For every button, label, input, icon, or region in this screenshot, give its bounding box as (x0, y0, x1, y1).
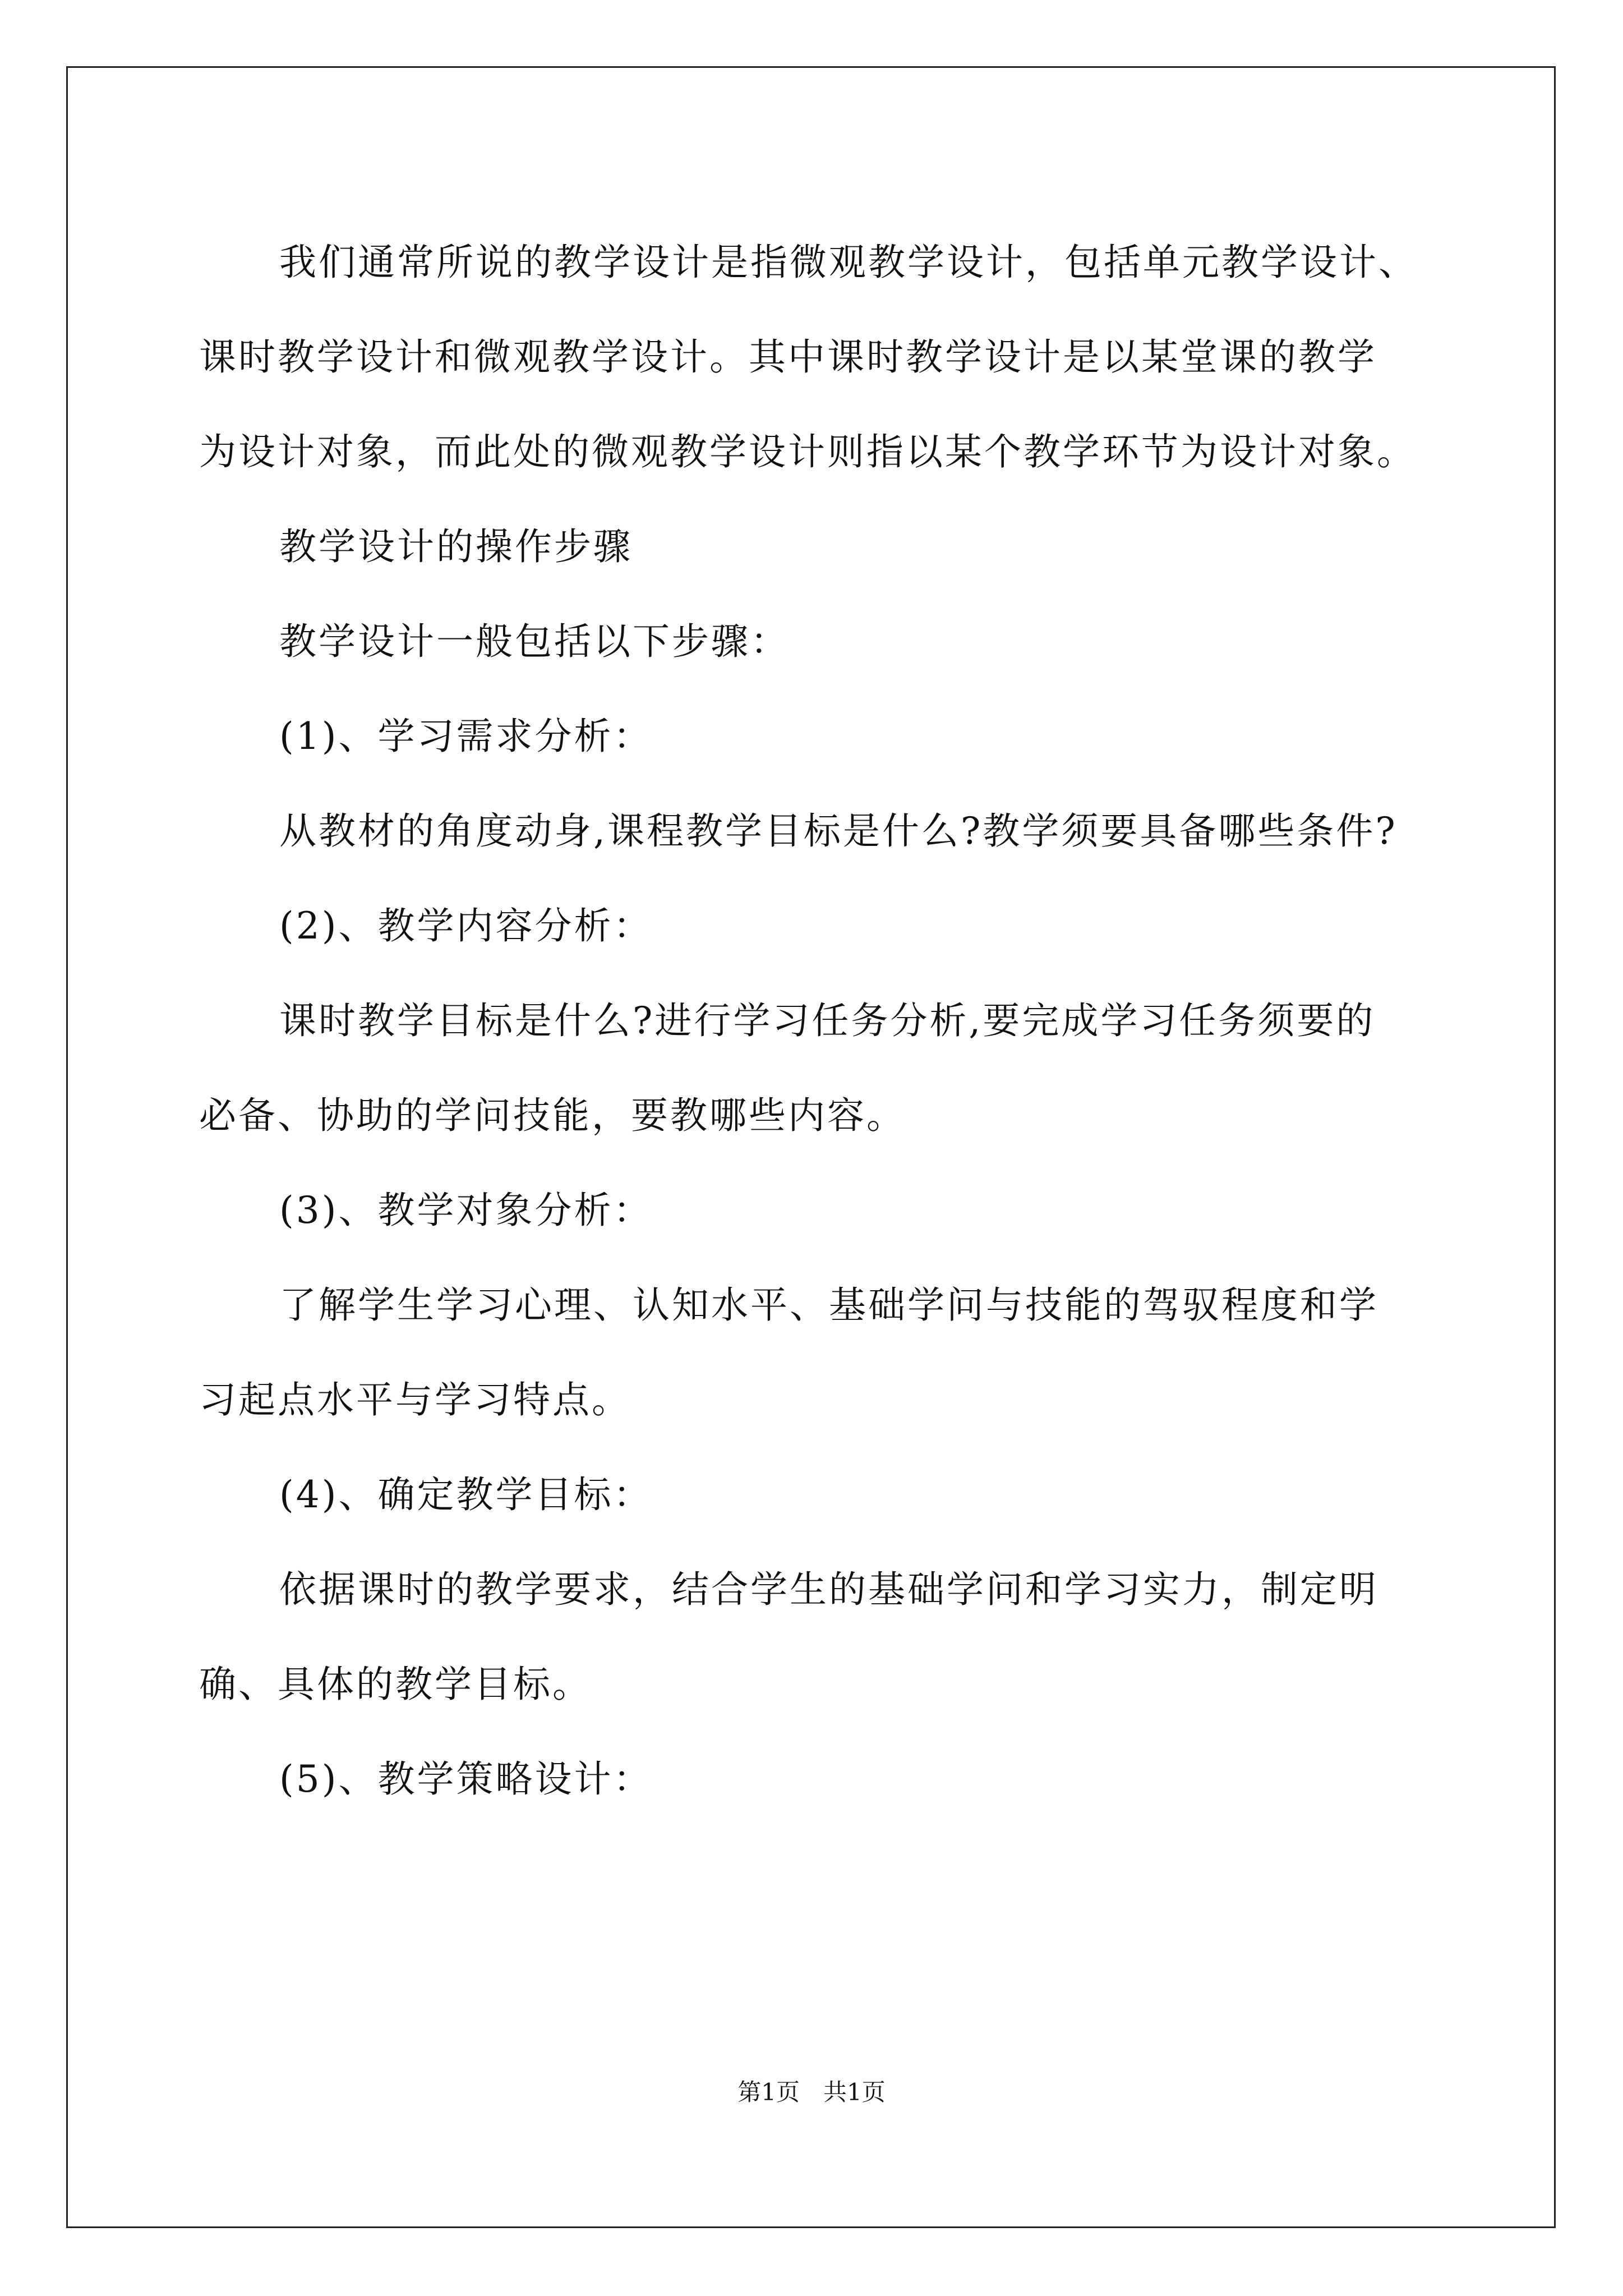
step-heading: (1)、学习需求分析： (279, 715, 653, 758)
step-heading: (4)、确定教学目标： (279, 1473, 653, 1516)
step-heading: (5)、教学策略设计： (279, 1757, 653, 1801)
page-footer (0, 2076, 1623, 2109)
text-line: 确、具体的教学目标。 (199, 1663, 592, 1706)
step-heading: (3)、教学对象分析： (279, 1189, 653, 1232)
text-line: 依据课时的教学要求，结合学生的基础学问和学习实力，制定明 (279, 1568, 1378, 1611)
text-line: 我们通常所说的教学设计是指微观教学设计，包括单元教学设计、 (279, 241, 1418, 284)
text-line: 教学设计一般包括以下步骤： (279, 620, 790, 663)
text-line: 了解学生学习心理、认知水平、基础学问与技能的驾驭程度和学 (279, 1283, 1378, 1327)
text-line: 从教材的角度动身,课程教学目标是什么?教学须要具备哪些条件? (279, 809, 1398, 853)
section-heading: 教学设计的操作步骤 (279, 525, 633, 568)
text-line: 课时教学设计和微观教学设计。其中课时教学设计是以某堂课的教学 (199, 335, 1377, 379)
text-line: 必备、协助的学问技能，要教哪些内容。 (199, 1094, 906, 1137)
text-line: 为设计对象，而此处的微观教学设计则指以某个教学环节为设计对象。 (199, 430, 1416, 473)
page-number-label: 第1页 共1页 (737, 2078, 886, 2106)
step-heading: (2)、教学内容分析： (279, 904, 653, 947)
text-line: 课时教学目标是什么?进行学习任务分析,要完成学习任务须要的 (279, 999, 1376, 1042)
document-body (199, 215, 1467, 1826)
text-line: 习起点水平与学习特点。 (199, 1378, 631, 1421)
